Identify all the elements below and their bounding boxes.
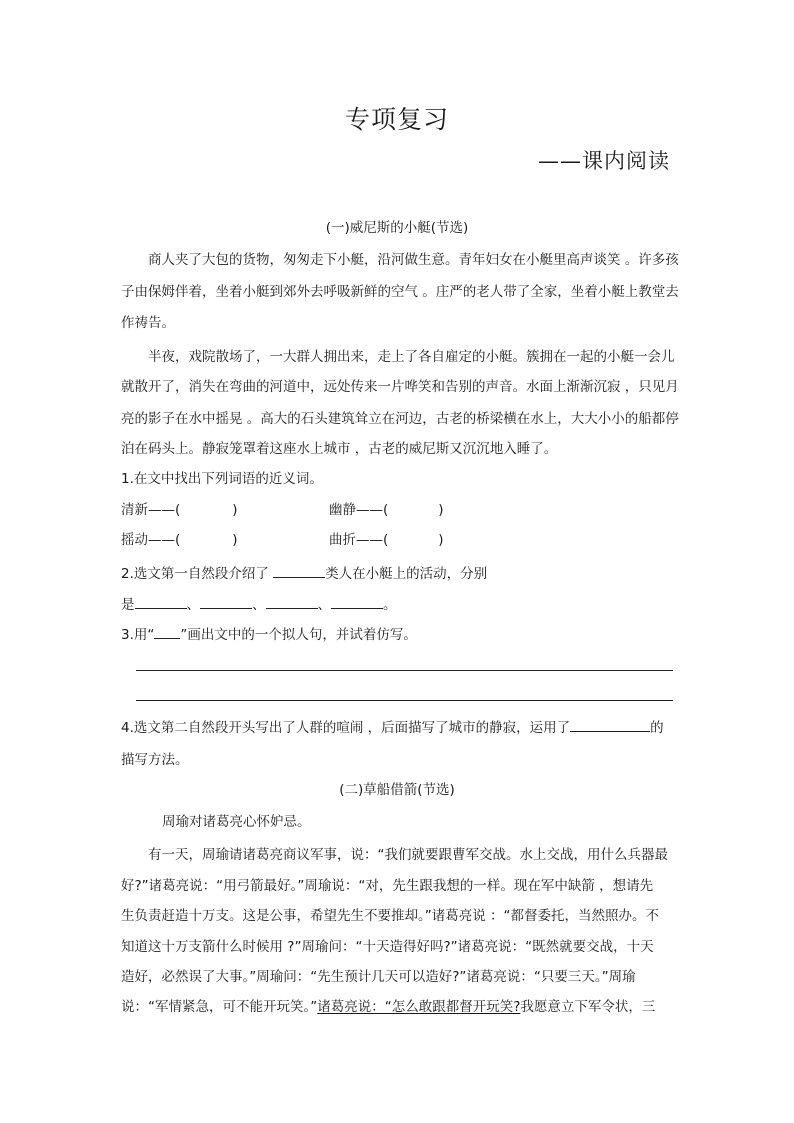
q2-line-2: 是 、 、 、 。 xyxy=(121,597,397,613)
s2-p2-line-2: 好?”诸葛亮说：“用弓箭最好。”周瑜说：“对，先生跟我想的一样。现在军中缺箭 ，想请先 xyxy=(121,878,654,894)
q3-prompt: 3.用“ ”画出文中的一个拟人句，并试着仿写。 xyxy=(121,627,417,643)
q1-item-yaodong: 摇动——( ) xyxy=(121,532,238,548)
s2-p2-line-6: 说：“军情紧急，可不能开玩笑。”诸葛亮说：“怎么敢跟都督开玩笑?我愿意立下军令状，三 xyxy=(121,999,656,1015)
q4-answer-blank[interactable] xyxy=(570,718,650,732)
q2-answer-blank-4[interactable] xyxy=(331,595,383,609)
q2-count-blank[interactable] xyxy=(273,564,325,578)
q3-underline-sample xyxy=(154,625,180,639)
q2-answer-blank-2[interactable] xyxy=(200,595,252,609)
s2-p2-line-3: 生负责赶造十万支。这是公事，希望先生不要推却。”诸葛亮说 ：“都督委托，当然照办。不 xyxy=(121,908,660,924)
s2-p2-line-1: 有一天，周瑜请诸葛亮商议军事，说：“我们就要跟曹军交战。水上交战，用什么兵器最 xyxy=(148,847,668,863)
s1-p1-line-1: 商人夹了大包的货物，匆匆走下小艇，沿河做生意。青年妇女在小艇里高声谈笑 。许多孩 xyxy=(148,252,679,268)
section2-heading: (二)草船借箭(节选) xyxy=(339,782,455,798)
q3-answer-line-2[interactable] xyxy=(136,700,673,701)
q1-item-qingxin: 清新——( ) xyxy=(121,502,238,518)
s1-p1-line-2: 子由保姆伴着，坐着小艇到郊外去呼吸新鲜的空气 。庄严的老人带了全家，坐着小艇上教堂去 xyxy=(121,284,679,300)
s2-p2-line-5: 造好，必然误了大事。”周瑜问：“先生预计几天可以造好?”诸葛亮说：“只要三天。”周瑜 xyxy=(121,969,636,985)
q4-line-2: 描写方法。 xyxy=(121,752,189,768)
section1-heading: (一)威尼斯的小艇(节选) xyxy=(325,220,469,236)
s1-p2-line-2: 就散开了，消失在弯曲的河道中，远处传来一片哗笑和告别的声音。水面上渐渐沉寂 ，只见月 xyxy=(121,379,679,395)
page-title: 专项复习 xyxy=(344,105,449,134)
q1-item-quzhe: 曲折——( ) xyxy=(329,532,444,548)
s1-p2-line-1: 半夜，戏院散场了，一大群人拥出来，走上了各自雇定的小艇。簇拥在一起的小艇一会儿 xyxy=(148,349,675,365)
s2-p1: 周瑜对诸葛亮心怀妒忌。 xyxy=(162,814,311,830)
q1-prompt: 1.在文中找出下列词语的近义词。 xyxy=(121,471,323,487)
underlined-sentence: 诸葛亮说：“怎么敢跟都督开玩笑? xyxy=(317,999,521,1015)
page-subtitle: ——课内阅读 xyxy=(538,149,670,173)
q3-answer-line-1[interactable] xyxy=(136,670,673,671)
s1-p2-line-3: 亮的影子在水中摇晃 。高大的石头建筑耸立在河边，古老的桥梁横在水上，大大小小的船都停 xyxy=(121,411,679,427)
q2-answer-blank-3[interactable] xyxy=(266,595,318,609)
q2-answer-blank-1[interactable] xyxy=(135,595,187,609)
s1-p2-line-4: 泊在码头上。静寂笼罩着这座水上城市 ，古老的威尼斯又沉沉地入睡了。 xyxy=(121,441,558,457)
q2-line-1: 2.选文第一自然段介绍了 类人在小艇上的活动，分别 xyxy=(121,566,488,582)
s2-p2-line-4: 知道这十万支箭什么时候用 ?”周瑜问：“十天造得好吗?”诸葛亮说：“既然就要交战，十天 xyxy=(121,939,654,955)
s1-p1-line-3: 作祷告。 xyxy=(121,315,175,331)
q4-line-1: 4.选文第二自然段开头写出了人群的喧闹 ，后面描写了城市的静寂，运用了 的 xyxy=(121,720,664,736)
q1-item-youjing: 幽静——( ) xyxy=(329,502,444,518)
